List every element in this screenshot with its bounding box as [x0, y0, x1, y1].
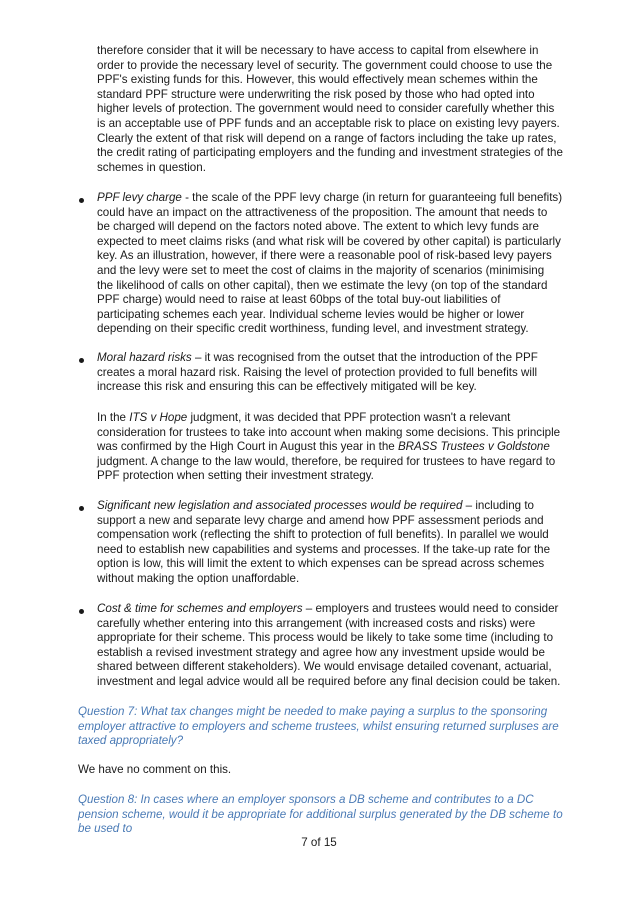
bullet-cost-time: Cost & time for schemes and employers – employers and trustees would need to consider carefully whether entering into this arrangement (with increased costs and risks) were appropriate for their scheme. This process would be likely to take some time (including to establish a revised investment strategy and agree how any investment upside would be shared between different stakeholders). We would envisage detailed covenant, actuarial, investment and legal advice would all be required before any final decision could be taken.: [97, 602, 561, 688]
its-hope-paragraph: In the ITS v Hope judgment, it was decided that PPF protection wasn't a relevant consideration for trustees to take into account when making some decisions. This principle was confirmed by the High Court in August this year in the BRASS Trustees v Goldstone judgment. A change to the law would, therefore, be required for trustees to have regard to PPF protection when setting their investment strategy.: [97, 411, 561, 483]
page-number: 7 of 15: [301, 836, 337, 849]
bullet-title: Significant new legislation and associated processes would be required: [97, 499, 463, 512]
intro-paragraph: therefore consider that it will be necessary to have access to capital from elsewhere in order to provide the necessary level of security. The government could choose to use the PPF's existing funds for this. However, this would effectively mean schemes within the standard PPF structure were underwriting the risk posed by those who had opted into higher levels of protection. The government would need to consider carefully whether this is an acceptable use of PPF funds and an acceptable risk to place on existing levy payers. Clearly the extent of that risk will depend on a range of factors including the take up rates, the credit rating of participating employers and the funding and investment strategies of the schemes in question.: [97, 44, 563, 174]
bullet-text: it was recognised from the outset that the introduction of the PPF creates a moral hazard risk. Raising the level of protection provided to full benefits will increase this risk and ensuring this can be effectively mitigated will be key.: [97, 351, 538, 394]
bullet-dot: [79, 506, 84, 511]
bullet-title: PPF levy charge: [97, 191, 182, 204]
bullet-title: Moral hazard risks: [97, 351, 192, 364]
question-8: Question 8: In cases where an employer sponsors a DB scheme and contributes to a DC pension scheme, would it be appropriate for additional surplus generated by the DB scheme to be used to: [78, 793, 563, 836]
answer-7: We have no comment on this.: [78, 763, 232, 776]
bullet-dot: [79, 198, 84, 203]
bullet-ppf-levy-charge: PPF levy charge - the scale of the PPF levy charge (in return for guaranteeing full benefits) could have an impact on the attractiveness of the proposition. The amount that needs to be charged will depend on the factors noted above. The extent to which levy funds are expected to meet claims risks (and what risk will be covered by other capital) is particularly key. As an illustration, however, if there were a reasonable pool of risk-based levy payers and the levy were set to meet the cost of claims in the majority of scenarios (minimising the likelihood of calls on other capital), then we estimate the levy (on top of the standard PPF charge) would need to raise at least 60bps of the total buy-out liabilities of participating schemes each year. Individual scheme levies would be higher or lower depending on their specific credit worthiness, funding level, and investment strategy.: [97, 191, 563, 336]
bullet-text: employers and trustees would need to consider carefully whether entering into this arrangement (with increased costs and risks) were appropriate for their scheme. This process would be likely to take some time (including to establish a revised investment strategy and agree how any investment upside would be shared between different stakeholders). We would envisage detailed covenant, actuarial, investment and legal advice would all be required before any final decision could be taken.: [97, 602, 561, 688]
bullet-text: including to support a new and separate levy charge and amend how PPF assessment periods and compensation work (reflecting the shift to protection of full benefits). In parallel we would need to establish new capabilities and systems and processes. If the take-up rate for the option is low, this will limit the extent to which expenses can be spread across schemes without making the option unaffordable.: [97, 499, 551, 585]
bullet-dot: [79, 358, 84, 363]
question-7: Question 7: What tax changes might be needed to make paying a surplus to the sponsoring employer attractive to employers and scheme trustees, whilst ensuring returned surpluses are taxed appropriately?: [78, 705, 559, 748]
bullet-legislation: Significant new legislation and associated processes would be required – including to support a new and separate levy charge and amend how PPF assessment periods and compensation work (reflecting the shift to protection of full benefits). In parallel we would need to establish new capabilities and systems and processes. If the take-up rate for the option is low, this will limit the extent to which expenses can be spread across schemes without making the option unaffordable.: [97, 499, 551, 585]
bullet-moral-hazard: Moral hazard risks – it was recognised from the outset that the introduction of the PPF creates a moral hazard risk. Raising the level of protection provided to full benefits will increase this risk and ensuring this can be effectively mitigated will be key.: [97, 351, 538, 394]
bullet-title: Cost & time for schemes and employers: [97, 602, 303, 615]
bullet-dot: [79, 609, 84, 614]
bullet-text: the scale of the PPF levy charge (in return for guaranteeing full benefits) could have an impact on the attractiveness of the proposition. The amount that needs to be charged will depend on the factors noted above. The extent to which levy funds are expected to meet claims risks (and what risk will be covered by other capital) is particularly key. As an illustration, however, if there were a reasonable pool of risk-based levy payers and the levy were set to meet the cost of claims in the majority of scenarios (minimising the likelihood of calls on other capital), then we estimate the levy (on top of the standard PPF charge) would need to raise at least 60bps of the total buy-out liabilities of participating schemes each year. Individual scheme levies would be higher or lower depending on their specific credit worthiness, funding level, and investment strategy.: [97, 191, 563, 336]
